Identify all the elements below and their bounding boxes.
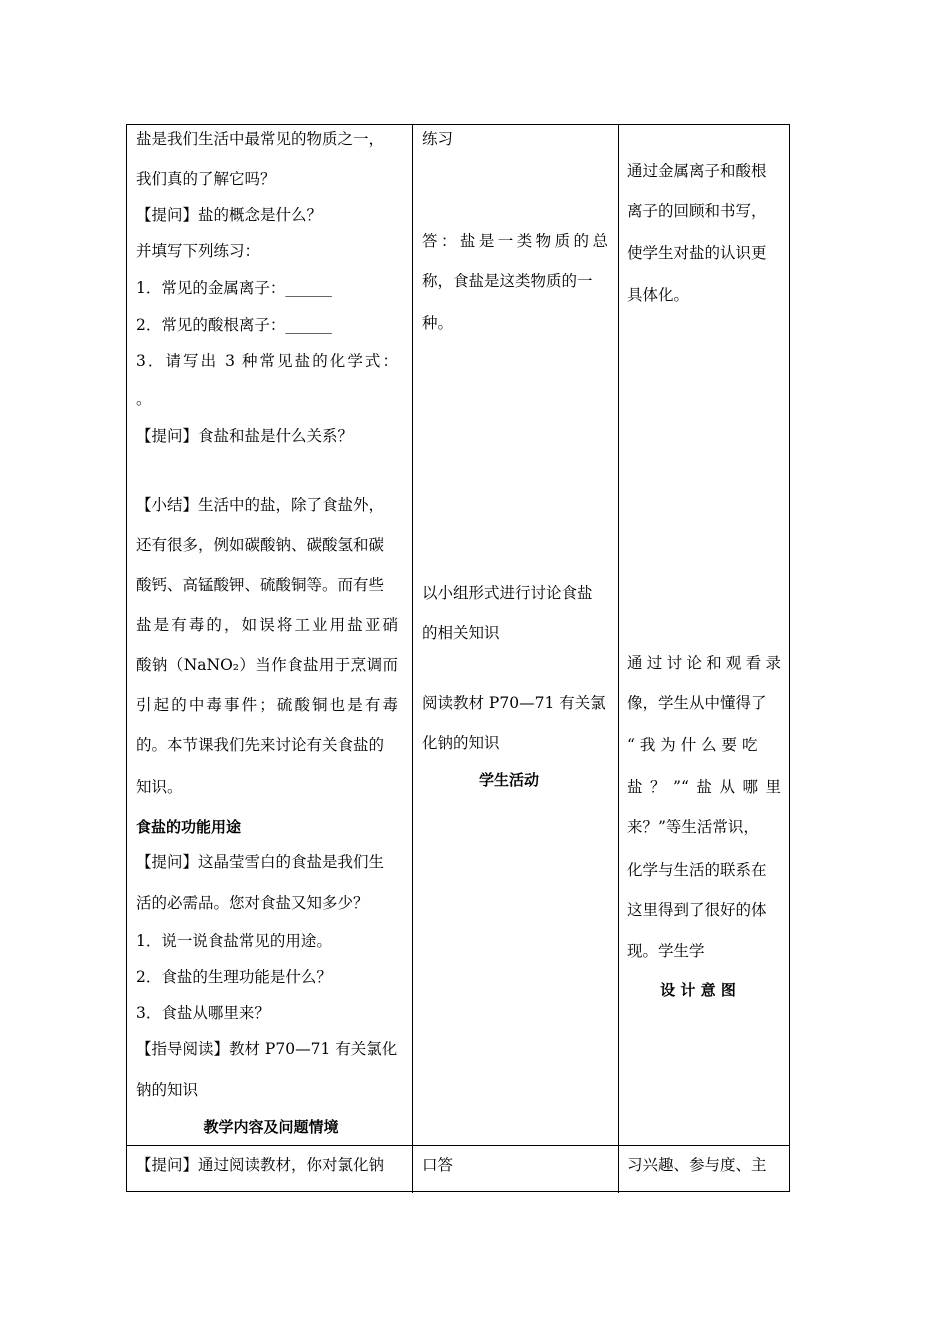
intent-line: 来？”等生活常识， (627, 818, 759, 836)
lesson-plan-table (126, 124, 790, 1192)
column-divider (618, 125, 619, 1193)
content-line: 3．食盐从哪里来？ (136, 1004, 270, 1022)
student-activity-cell (422, 125, 612, 1145)
content-line: 盐是我们生活中最常见的物质之一， (136, 130, 385, 148)
column-header: 学生活动 (478, 771, 539, 789)
content-line: 的。本节课我们先来讨论有关食盐的 (136, 736, 385, 754)
intent-line: 具体化。 (627, 286, 690, 304)
content-line: 还有很多，例如碳酸钠、碳酸氢和碳 (136, 536, 385, 554)
teaching-content-cell (136, 125, 406, 1145)
content-line: 【提问】盐的概念是什么？ (136, 206, 323, 224)
content-line: 盐是有毒的，如误将工业用盐亚硝 (136, 616, 398, 634)
content-line: 1．常见的金属离子：______ (136, 279, 332, 297)
column-header: 教学内容及问题情境 (203, 1118, 339, 1136)
intent-line: 离子的回顾和书写， (627, 202, 767, 220)
content-line: 1．说一说食盐常见的用途。 (136, 932, 332, 950)
content-line: 【提问】食盐和盐是什么关系？ (136, 427, 354, 445)
intent-line: 使学生对盐的认识更 (627, 244, 767, 262)
content-line: 引起的中毒事件；硫酸铜也是有毒 (136, 696, 398, 714)
intent-line: 盐？”“盐从哪里 (627, 778, 781, 796)
content-line: 我们真的了解它吗？ (136, 170, 276, 188)
content-line: 3．请写出 3 种常见盐的化学式： (136, 352, 398, 370)
activity-line: 答：盐是一类物质的总 (422, 232, 608, 250)
content-line: 活的必需品。您对食盐又知多少？ (136, 894, 369, 912)
intent-line: 化学与生活的联系在 (627, 861, 767, 879)
intent-line: 现。学生学 (627, 942, 705, 960)
intent-line: 通过讨论和观看录 (627, 654, 781, 672)
content-line: 2．常见的酸根离子：______ (136, 316, 332, 334)
intent-line: “ 我 为 什 么 要 吃 (627, 736, 758, 754)
content-line: 钠的知识 (136, 1081, 199, 1099)
column-header: 设 计 意 图 (660, 981, 736, 999)
content-line: 【提问】通过阅读教材，你对氯化钠 (136, 1156, 385, 1174)
content-line: 【小结】生活中的盐，除了食盐外， (136, 496, 385, 514)
section-heading: 食盐的功能用途 (136, 818, 242, 836)
intent-line: 像，学生从中懂得了 (627, 694, 767, 712)
activity-line: 称，食盐是这类物质的一 (422, 272, 593, 290)
content-line: 。 (136, 390, 152, 408)
content-line: 酸钙、高锰酸钾、硫酸铜等。而有些 (136, 576, 385, 594)
content-line: 【提问】这晶莹雪白的食盐是我们生 (136, 853, 385, 871)
intent-line: 这里得到了很好的体 (627, 901, 767, 919)
intent-line: 习兴趣、参与度、主 (627, 1156, 767, 1174)
content-line: 酸钠（NaNO₂）当作食盐用于烹调而 (136, 656, 398, 674)
activity-line: 口答 (422, 1156, 454, 1174)
column-divider (412, 125, 413, 1193)
content-line: 【指导阅读】教材 P70—71 有关氯化 (136, 1040, 398, 1058)
content-line: 知识。 (136, 778, 183, 796)
last-row-cell (136, 1145, 406, 1193)
last-row-cell (422, 1145, 612, 1193)
last-row-cell (627, 1145, 787, 1193)
activity-line: 种。 (422, 314, 454, 332)
intent-line: 通过金属离子和酸根 (627, 162, 767, 180)
content-line: 并填写下列练习： (136, 242, 261, 260)
activity-line: 的相关知识 (422, 624, 500, 642)
activity-line: 阅读教材 P70—71 有关氯 (422, 694, 606, 712)
activity-line: 以小组形式进行讨论食盐 (422, 584, 593, 602)
content-line: 2．食盐的生理功能是什么？ (136, 968, 332, 986)
activity-line: 练习 (422, 130, 454, 148)
design-intent-cell (627, 125, 787, 1145)
activity-line: 化钠的知识 (422, 734, 500, 752)
